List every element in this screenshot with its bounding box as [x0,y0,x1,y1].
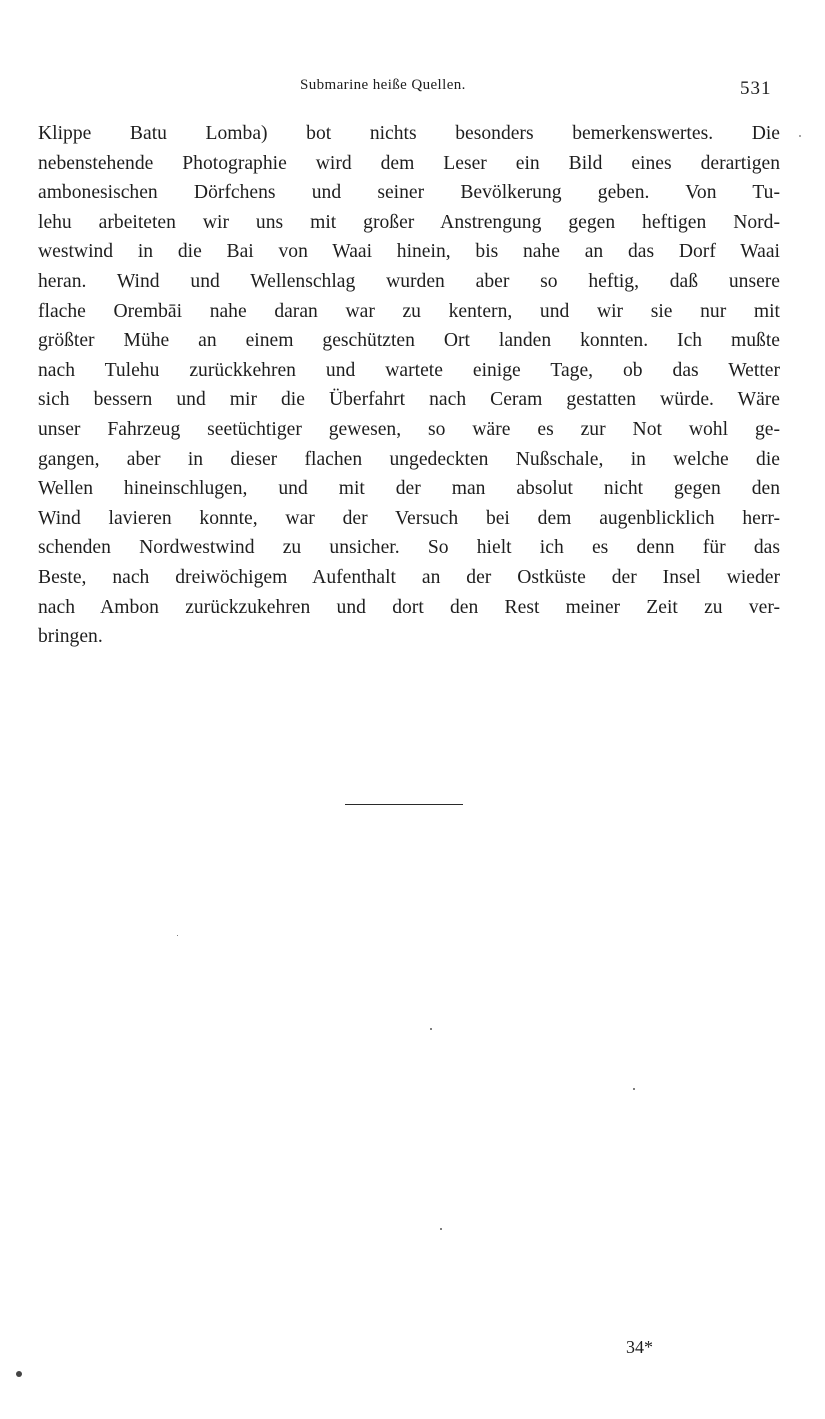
text-line: schenden Nordwestwind zu unsicher. So hielt ich es denn für das [38,537,780,559]
signature-mark: 34* [626,1337,653,1357]
text-line: Klippe Batu Lomba) bot nichts besonders bemerkenswertes. Die [38,123,780,144]
text-line: nach Ambon zurückzukehren und dort den Rest meiner Zeit zu ver- [38,596,780,618]
text-line: nach Tulehu zurückkehren und wartete einige Tage, ob das Wetter [38,359,780,381]
print-speck [633,1088,635,1090]
print-speck [430,1028,432,1030]
print-speck [177,935,178,936]
print-speck [440,1228,442,1230]
text-line: nebenstehende Photographie wird dem Leser ein Bild eines derartigen [38,152,780,174]
text-line: ambonesischen Dörfchens und seiner Bevölkerung geben. Von Tu- [38,182,780,204]
text-line-last: bringen. [38,626,103,648]
running-title: Submarine heiße Quellen. [300,77,466,93]
text-line: flache Orembāi nahe daran war zu kentern, und wir sie nur mit [38,300,780,322]
running-head [0,77,825,99]
print-speck [799,135,801,137]
text-line: sich bessern und mir die Überfahrt nach Ceram gestatten würde. Wäre [38,389,780,411]
text-line: heran. Wind und Wellenschlag wurden aber so heftig, daß unsere [38,270,780,292]
text-line: gangen, aber in dieser flachen ungedeckten Nußschale, in welche die [38,448,780,470]
section-end-rule [345,804,463,805]
text-line: lehu arbeiteten wir uns mit großer Anstrengung gegen heftigen Nord- [38,211,780,233]
body-text [38,119,780,652]
text-line: unser Fahrzeug seetüchtiger gewesen, so wäre es zur Not wohl ge- [38,418,780,440]
text-line: Beste, nach dreiwöchigem Aufenthalt an der Ostküste der Insel wieder [38,566,780,588]
page-number: 531 [740,78,772,99]
print-speck [16,1371,22,1377]
text-line: Wind lavieren konnte, war der Versuch bei dem augenblicklich herr- [38,507,780,529]
text-line: westwind in die Bai von Waai hinein, bis nahe an das Dorf Waai [38,241,780,263]
text-line: größter Mühe an einem geschützten Ort landen konnten. Ich mußte [38,330,780,352]
text-line: Wellen hineinschlugen, und mit der man absolut nicht gegen den [38,478,780,500]
